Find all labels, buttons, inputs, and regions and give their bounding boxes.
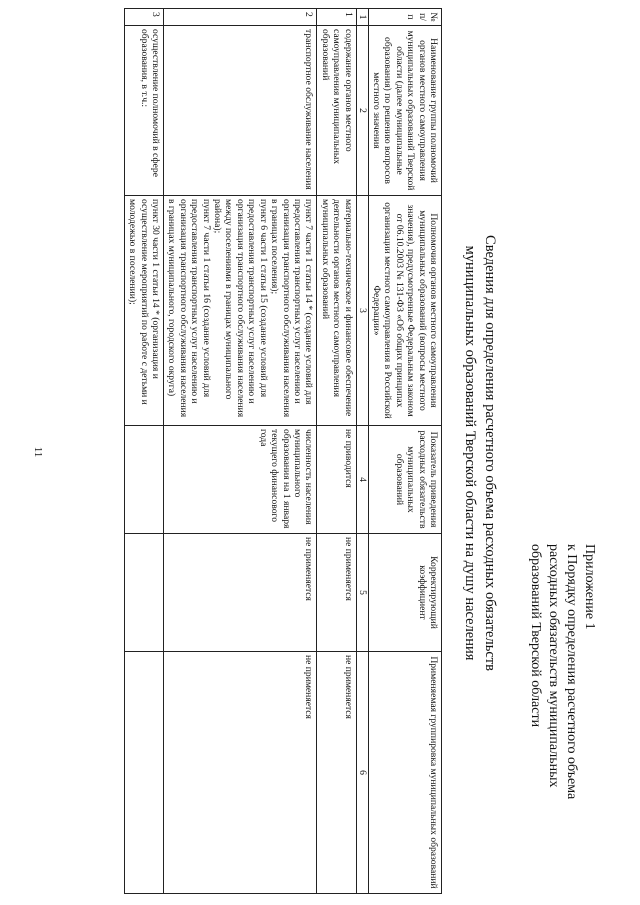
column-number-row bbox=[356, 9, 368, 894]
column-number: 5 bbox=[356, 534, 368, 652]
row-num: 1 bbox=[317, 9, 356, 26]
row-powers bbox=[164, 196, 317, 426]
data-table bbox=[124, 8, 442, 894]
power-item: пункт 6 части 1 статьи 15 (создание условий для предоставления транспортных услуг населению и организация транспортного обслуживания населения между поселениями в границах муниципального района); bbox=[212, 199, 269, 418]
rotated-document bbox=[120, 8, 600, 898]
row-group: осуществление полномочий в сфере образования, в т.ч.: bbox=[124, 26, 163, 196]
row-group: транспортное обслуживание населения bbox=[164, 26, 317, 196]
document-title bbox=[460, 8, 500, 898]
header-indicator: Показатель приведения расходных обязательств муниципальных образований bbox=[368, 426, 441, 534]
row-coef bbox=[124, 534, 163, 652]
appendix-line: образований Тверской области bbox=[528, 544, 543, 728]
column-number: 2 bbox=[356, 26, 368, 196]
header-group: Наименование группы полномочий органов местного самоуправления муниципальных образований Тверской области (далее муниципальные образования) по решению вопросов местного значения bbox=[368, 26, 441, 196]
row-grouping bbox=[124, 652, 163, 894]
table-row bbox=[124, 9, 163, 894]
row-grouping: не применяется bbox=[164, 652, 317, 894]
appendix-line: расходных обязательств муниципальных bbox=[546, 544, 561, 788]
appendix-line: к Порядку определения расчетного объема bbox=[564, 544, 579, 800]
row-num: 2 bbox=[164, 9, 317, 26]
row-coef: не применяется bbox=[317, 534, 356, 652]
column-number: 3 bbox=[356, 196, 368, 426]
column-number: 6 bbox=[356, 652, 368, 894]
header-powers: Полномочия органов местного самоуправления муниципальных образований (вопросы местного значения), предусмотренные Федеральным законом от 06.10.2003 № 131-ФЗ «Об общих принципах организации местного самоуправления в Российской Федерации» bbox=[368, 196, 441, 426]
header-num: № п/п bbox=[368, 9, 441, 26]
column-number: 4 bbox=[356, 426, 368, 534]
appendix-line: Приложение 1 bbox=[582, 544, 597, 630]
table-row bbox=[164, 9, 317, 894]
row-coef: не применяется bbox=[164, 534, 317, 652]
row-indicator bbox=[124, 426, 163, 534]
power-item: пункт 7 части 1 статьи 14 * (создание условий для предоставления транспортных услуг населению и организация транспортного обслуживания населения в границах поселения); bbox=[269, 199, 315, 418]
page-number: 11 bbox=[32, 446, 44, 458]
header-coef: Корректирующий коэффициент bbox=[368, 534, 441, 652]
row-powers: пункт 30 части 1 статьи 14 * (организация и осуществление мероприятий по работе с детьми и молодежью в поселении); bbox=[124, 196, 163, 426]
row-group: содержание органов местного самоуправления муниципальных образований bbox=[317, 26, 356, 196]
header-grouping: Применяемая группировка муниципальных образований bbox=[368, 652, 441, 894]
row-powers: материально-техническое и финансовое обеспечение деятельности органов местного самоуправления муниципальных образований bbox=[317, 196, 356, 426]
appendix-header bbox=[526, 544, 598, 874]
column-number: 1 bbox=[356, 9, 368, 26]
title-line-2: муниципальных образований Тверской области на душу населения bbox=[462, 245, 478, 661]
title-line-1: Сведения для определения расчетного объема расходных обязательств bbox=[482, 235, 498, 671]
row-indicator: численность населения муниципального образования на 1 января текущего финансового года bbox=[164, 426, 317, 534]
table-header-row bbox=[368, 9, 441, 894]
power-item: пункт 7 части 1 статьи 16 (создание условий для предоставления транспортных услуг населению и организация транспортного обслуживания населения в границах муниципального, городского округа) bbox=[166, 199, 212, 418]
row-indicator: не приводится bbox=[317, 426, 356, 534]
table-row bbox=[317, 9, 356, 894]
row-num: 3 bbox=[124, 9, 163, 26]
row-grouping: не применяется bbox=[317, 652, 356, 894]
